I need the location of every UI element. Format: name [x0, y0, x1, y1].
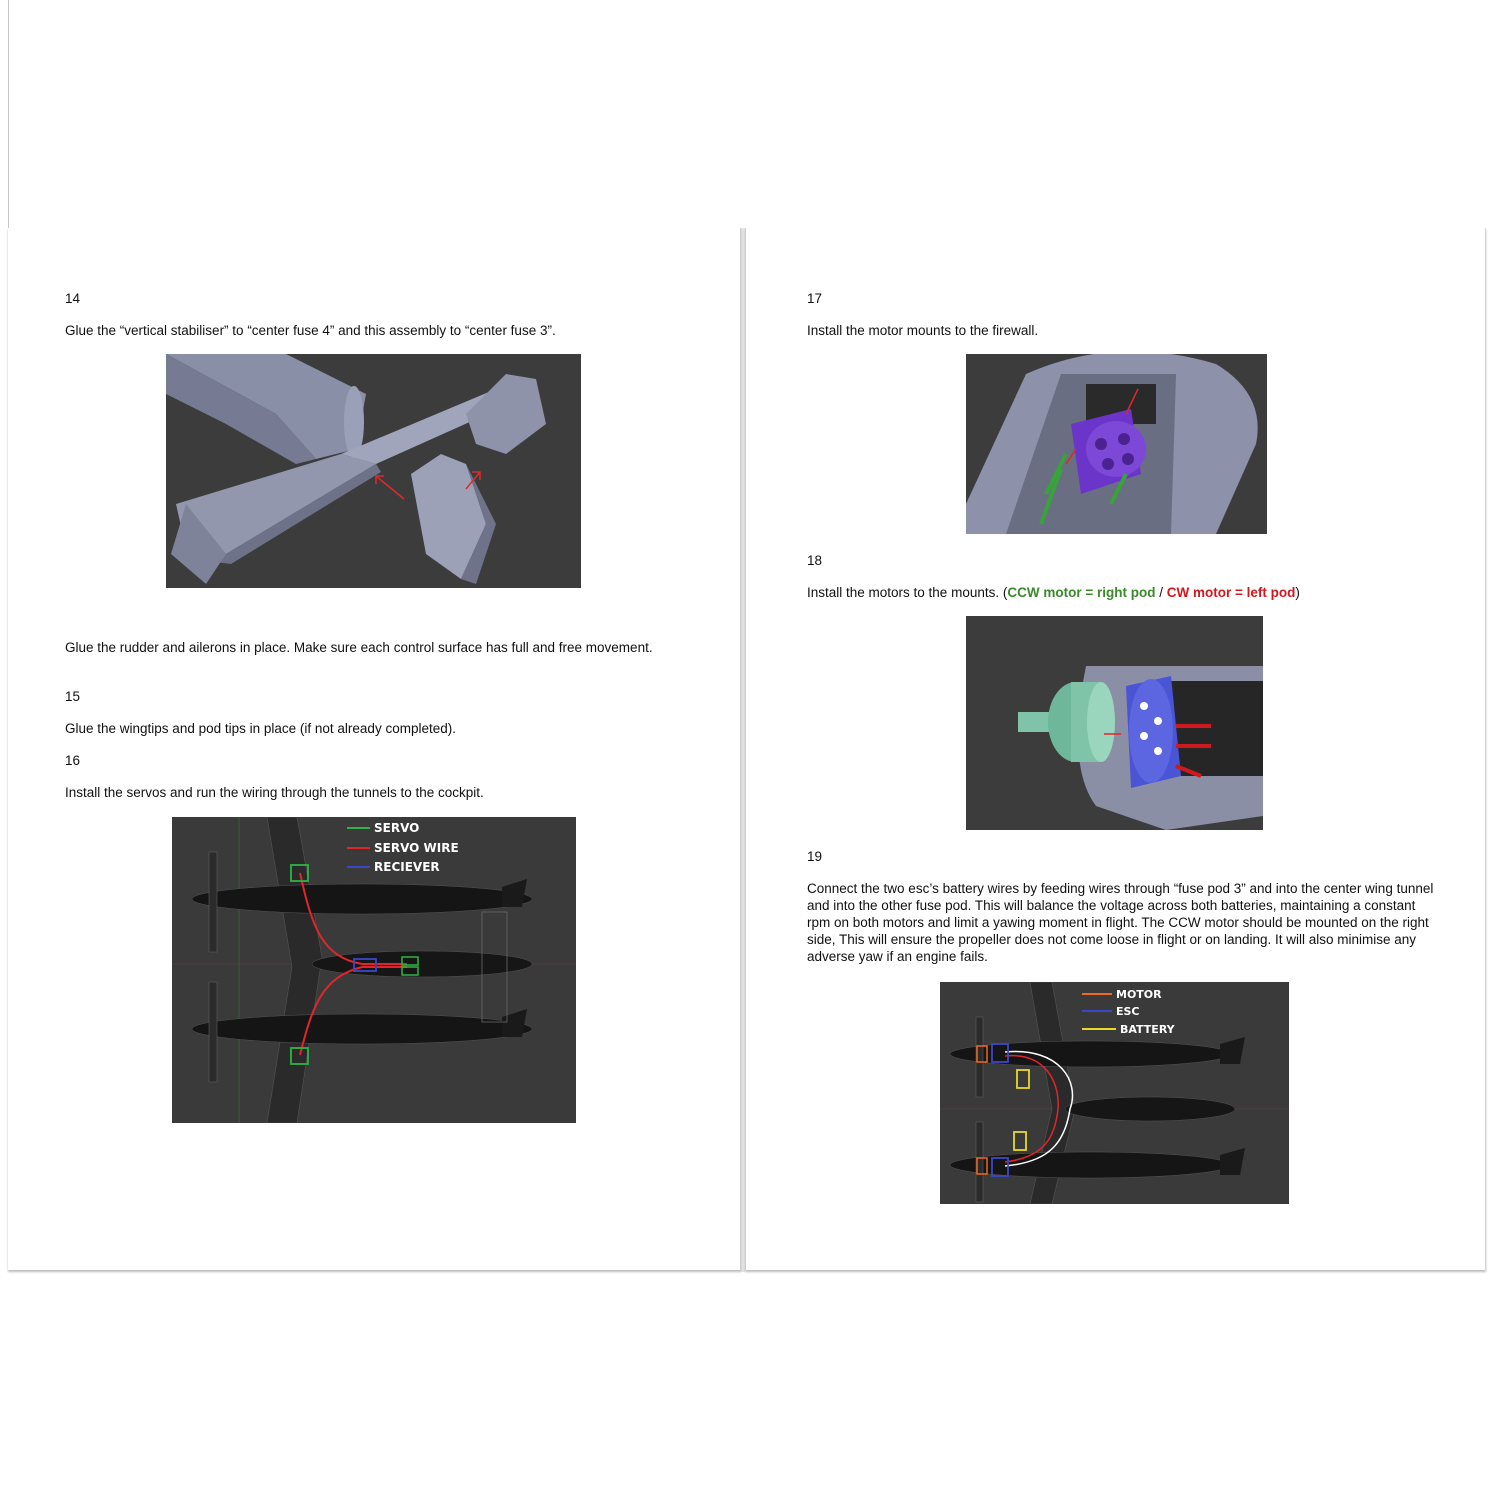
step-18-text-suffix: ) [1295, 585, 1300, 600]
page-left [8, 228, 741, 1270]
legend-reciever: RECIEVER [374, 860, 440, 874]
step-18-separator: / [1155, 585, 1167, 600]
step-19-number: 19 [807, 849, 823, 864]
document-edge [8, 0, 9, 228]
step-17-text: Install the motor mounts to the firewall. [807, 323, 1039, 338]
step-16-number: 16 [65, 753, 81, 768]
legend-battery: BATTERY [1120, 1023, 1175, 1036]
rudder-ailerons-note: Glue the rudder and ailerons in place. Make sure each control surface has full and free movement. [65, 640, 653, 655]
step-18-text [807, 584, 1300, 601]
step-19-text: Connect the two esc’s battery wires by feeding wires through “fuse pod 3” and into the center wing tunnel and into the other fuse pod. This will balance the voltage across both batteries, maintaining a constant rpm on both motors and limit a yawing moment in flight. The CCW motor should be mounted on the right side, This will ensure the propeller does not come loose in flight or on landing. It will also minimise any adverse yaw if an engine fails. [807, 881, 1434, 964]
legend-servo-wire: SERVO WIRE [374, 841, 459, 855]
cw-motor-note: CW motor = left pod [1166, 585, 1296, 600]
servo-wiring-diagram [172, 817, 576, 1123]
page-right [745, 228, 1486, 1270]
stabiliser-assembly-render [166, 354, 581, 588]
step-14-text: Glue the “vertical stabiliser” to “center fuse 4” and this assembly to “center fuse 3”. [65, 323, 556, 338]
motor-mount-render [966, 354, 1267, 534]
step-14-number: 14 [65, 291, 81, 306]
legend-motor: MOTOR [1116, 988, 1162, 1001]
power-wiring-diagram [940, 982, 1289, 1204]
step-18-number: 18 [807, 553, 823, 568]
step-18-text-prefix: Install the motors to the mounts. ( [807, 585, 1008, 600]
ccw-motor-note: CCW motor = right pod [1007, 585, 1156, 600]
motor-install-render [966, 616, 1263, 830]
legend-servo: SERVO [374, 821, 420, 835]
legend-esc: ESC [1116, 1005, 1140, 1018]
step-15-number: 15 [65, 689, 81, 704]
step-15-text: Glue the wingtips and pod tips in place (if not already completed). [65, 721, 456, 736]
step-16-text: Install the servos and run the wiring through the tunnels to the cockpit. [65, 785, 484, 800]
step-17-number: 17 [807, 291, 823, 306]
